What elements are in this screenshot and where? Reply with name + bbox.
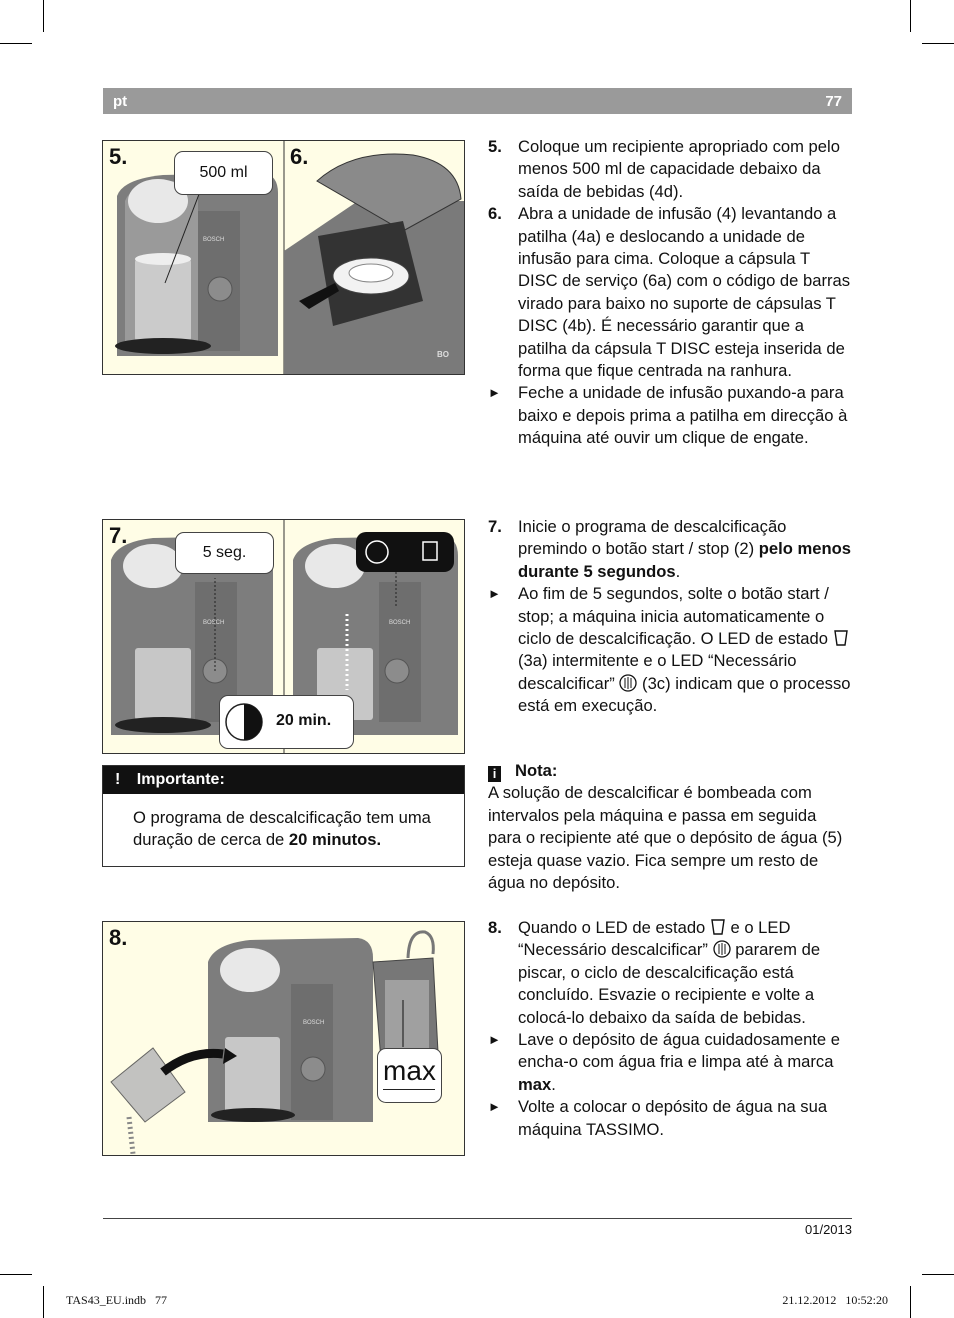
- step-5: 5. Coloque um recipiente apropriado com pelo menos 500 ml de capacidade debaixo da saída de bebidas (4d).: [488, 137, 840, 201]
- print-slug-left: TAS43_EU.indb 77: [66, 1293, 168, 1307]
- note-header: i Nota:: [488, 760, 854, 782]
- timer-label: 20 min.: [276, 712, 332, 729]
- warning-icon: !: [115, 771, 121, 788]
- bullet-arrow-icon: ►: [488, 1032, 501, 1048]
- page-number: 77: [825, 93, 842, 110]
- crop-mark: [922, 1274, 954, 1275]
- figure-label: 7.: [109, 523, 128, 548]
- step-8: 8. Quando o LED de estado e o LED “Necessário descalcificar” pararem de piscar, o ciclo de descalcificação está concluído. Esvazie o recipiente e volte a colocá-lo debaixo da saída de bebidas.: [488, 918, 821, 1027]
- important-title: Importante:: [136, 771, 225, 788]
- language-code: pt: [113, 93, 128, 110]
- note-body: A solução de descalcificar é bombeada com intervalos pela máquina e passa em seguida para o recipiente até que o depósito de água (5) esteja quase vazio. Fica sempre um resto de água no depósito.: [488, 783, 843, 893]
- important-title-bar: [103, 766, 464, 794]
- brand-label: BO: [437, 350, 449, 359]
- crop-mark: [910, 0, 911, 32]
- crop-mark: [43, 0, 44, 32]
- brand-label: BOSCH: [303, 1020, 325, 1026]
- figure-label: 5.: [109, 144, 128, 169]
- crop-mark: [922, 43, 954, 44]
- footer-rule: [103, 1218, 852, 1219]
- cup-led-icon: [833, 629, 849, 647]
- page-header: [103, 88, 852, 114]
- important-box: [102, 765, 465, 867]
- timer-callout: [219, 695, 354, 749]
- descale-led-icon: [713, 940, 731, 958]
- figure-label: 8.: [109, 925, 128, 950]
- step-6: 6. Abra a unidade de infusão (4) levantando a patilha (4a) e deslocando a unidade de infusão para cima. Coloque a cápsula T DISC de serviço (6a) com o código de barras virado para baixo no suporte de cápsulas T DISC (4b). É necessário garantir que a patilha da cápsula T DISC esteja inserida de forma que fique centrada na ranhura.: [488, 204, 851, 381]
- figure-8: [102, 921, 465, 1156]
- figure-label: 6.: [290, 144, 309, 169]
- note-section: [488, 760, 854, 894]
- print-slug-right: 21.12.2012 10:52:20: [782, 1293, 888, 1307]
- step-7-sub: ► Ao fim de 5 segundos, solte o botão start / stop; a máquina inicia automaticamente o ciclo de descalcificação. O LED de estado (3a) intermitente e o LED “Necessário descalcificar” (3c) indicam que o processo está em execução.: [488, 584, 851, 716]
- bullet-arrow-icon: ►: [488, 385, 501, 401]
- crop-mark: [43, 1286, 44, 1318]
- clock-icon: [224, 702, 264, 742]
- bullet-arrow-icon: ►: [488, 1099, 501, 1115]
- instructions-group-8: [488, 917, 854, 1141]
- crop-mark: [0, 43, 32, 44]
- duration-callout: 5 seg.: [175, 532, 274, 574]
- brand-label: BOSCH: [203, 620, 225, 626]
- descale-led-icon: [619, 674, 637, 692]
- step-8-sub-2: ► Volte a colocar o depósito de água na sua máquina TASSIMO.: [488, 1097, 828, 1139]
- instructions-group-5-6: [488, 136, 854, 450]
- figure-5-6: [102, 140, 465, 375]
- important-body: O programa de descalcificação tem uma duração de cerca de 20 minutos.: [133, 808, 431, 850]
- instructions-group-7: [488, 516, 854, 718]
- step-7: 7. Inicie o programa de descalcificação premindo o botão start / stop (2) pelo menos durante 5 segundos.: [488, 517, 851, 581]
- bullet-arrow-icon: ►: [488, 586, 501, 602]
- brand-label: BOSCH: [203, 237, 225, 243]
- important-bold: 20 minutos.: [288, 830, 382, 850]
- figure-7: [102, 519, 465, 754]
- machine-illustration: [103, 141, 464, 374]
- max-line: [383, 1089, 435, 1090]
- step-8-sub-1: ► Lave o depósito de água cuidadosamente e encha-o com água fria e limpa até à marca max.: [488, 1030, 840, 1094]
- crop-mark: [910, 1286, 911, 1318]
- crop-mark: [0, 1274, 32, 1275]
- brand-label: BOSCH: [389, 620, 411, 626]
- cup-led-icon: [710, 918, 726, 936]
- step-6-sub: ► Feche a unidade de infusão puxando-a para baixo e depois prima a patilha em direcção à máquina até ouvir um clique de engate.: [488, 383, 848, 448]
- max-mark-callout: [377, 1048, 442, 1103]
- footer-date: 01/2013: [805, 1222, 852, 1237]
- info-icon: i: [488, 766, 501, 782]
- max-label: max: [383, 1055, 436, 1086]
- volume-callout: 500 ml: [174, 151, 273, 195]
- machine-illustration: [103, 922, 464, 1155]
